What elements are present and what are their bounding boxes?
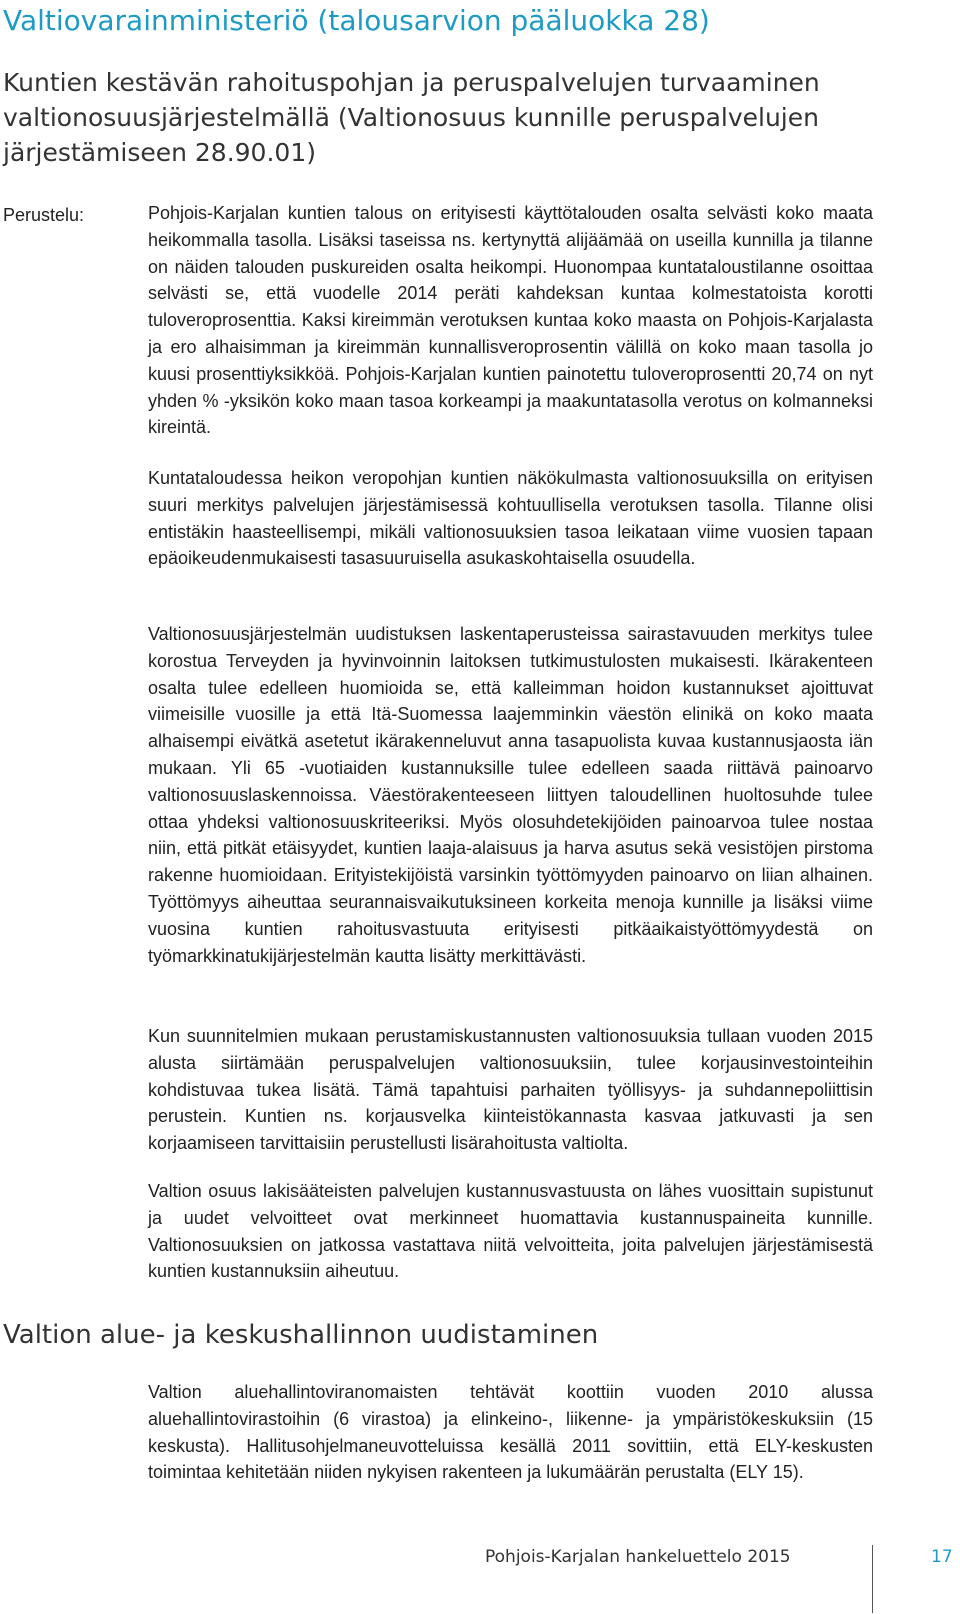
section-heading-aluehallinto: Valtion alue- ja keskushallinnon uudistaminen [3, 1320, 599, 1350]
paragraph-1: Pohjois-Karjalan kuntien talous on erityisesti käyttötalouden osalta selvästi koko maata heikommalla tasolla. Lisäksi taseissa ns. kertynyttä alijäämää on useilla kunnilla ja tilanne on näiden talouden puskureiden osalta heikompi. Huonompaa kuntataloustilanne osoittaa selvästi se, että vuodelle 2014 peräti kahdeksan kuntaa kolmestatoista korotti tuloveroprosenttia. Kaksi kireimmän verotuksen kuntaa koko maasta on Pohjois-Karjalasta ja ero alhaisimman ja kireimmän kunnallisveroprosentin välillä on koko maan tasolla jo kuusi prosenttiyksikköä. Pohjois-Karjalan kuntien painotettu tuloveroprosentti 20,74 on nyt yhden % -yksikön koko maan tasoa korkeampi ja maakuntatasolla verotus on kolmanneksi kireintä. [148, 203, 873, 438]
paragraph-3: Valtionosuusjärjestelmän uudistuksen laskentaperusteissa sairastavuuden merkitys tulee korostua Terveyden ja hyvinvoinnin laitoksen tutkimustulosten mukaisesti. Ikärakenteen osalta tulee edelleen huomioida se, että kalleimman hoidon kustannukset ajoittuvat viimeisille vuosille ja että Itä-Suomessa laajemminkin väestön elinikä on koko maata alhaisempi eivätkä asetetut ikärakenneluvut anna tasapuolista kuvaa kustannusjaosta iän mukaan. Yli 65 -vuotiaiden kustannuksille tulee edelleen saada riittävä painoarvo valtionosuuslaskennoissa. Väestörakenteeseen liittyen taloudellinen huoltosuhde tulee ottaa yhdeksi valtionosuuskriteeriksi. Myös olosuhdetekijöiden painoarvoa tulee nostaa niin, että pitkät etäisyydet, kuntien laaja-alaisuus ja harva asutus sekä vesistöjen pirstoma rakenne huomioidaan. Erityistekijöistä varsinkin työttömyyden painoarvo on liian alhainen. Työttömyys aiheuttaa seurannaisvaikutuksineen korkeita menoja kunnille ja lisäksi viime vuosina kuntien rahoitusvastuuta erityisesti pitkäaikaistyöttömyydestä on työmarkkinatukijärjestelmän kautta lisätty merkittävästi. [148, 624, 873, 966]
paragraph-6: Valtion aluehallintoviranomaisten tehtävät koottiin vuoden 2010 alussa aluehallintovirastoihin (6 virastoa) ja elinkeino-, liikenne- ja ympäristökeskuksiin (15 keskusta). Hallitusohjelmaneuvotteluissa kesällä 2011 sovittiin, että ELY-keskusten toimintaa kehitetään niiden nykyisen rakenteen ja lukumäärän perustalta (ELY 15). [148, 1382, 873, 1483]
paragraph-2: Kuntataloudessa heikon veropohjan kuntien näkökulmasta valtionosuuksilla on erityisen suuri merkitys palvelujen järjestämisessä kohtuullisella verotuksen tasolla. Tilanne olisi entistäkin haasteellisempi, mikäli valtionosuuksien tasoa leikataan viime vuosien tapaan epäoikeudenmukaisesti tasasuuruisella asukaskohtaisella osuudella. [148, 468, 873, 569]
rationale-label: Perustelu: [3, 205, 85, 225]
footer-publication-title: Pohjois-Karjalan hankeluettelo 2015 [485, 1547, 791, 1567]
paragraph-4: Kun suunnitelmien mukaan perustamiskustannusten valtionosuuksia tullaan vuoden 2015 alusta siirtämään peruspalvelujen valtionosuuksiin, tulee korjausinvestointeihin kohdistuvaa tukea lisätä. Tämä tapahtuisi parhaiten työllisyys- ja suhdannepoliittisin perustein. Kuntien ns. korjausvelka kiinteistökannasta kasvaa jatkuvasti ja sen korjaamiseen tarvittaisiin perustellusti lisärahoitusta valtiolta. [148, 1026, 873, 1154]
footer-divider [872, 1545, 873, 1613]
page-title: Valtiovarainministeriö (talousarvion pääluokka 28) [3, 4, 710, 37]
page-number: 17 [931, 1547, 953, 1567]
paragraph-5: Valtion osuus lakisääteisten palvelujen kustannusvastuusta on lähes vuosittain supistunut ja uudet velvoitteet ovat merkinneet huomattavia kustannuspaineita kunnille. Valtionosuuksien on jatkossa vastattava niitä velvoitteita, joita palvelujen järjestämisestä kuntien kustannuksiin aiheutuu. [148, 1181, 873, 1282]
section-heading-valtionosuus: Kuntien kestävän rahoituspohjan ja peruspalvelujen turvaaminen valtionosuusjärjestelmällä (Valtionosuus kunnille peruspalvelujen järjestämiseen 28.90.01) [3, 68, 820, 167]
